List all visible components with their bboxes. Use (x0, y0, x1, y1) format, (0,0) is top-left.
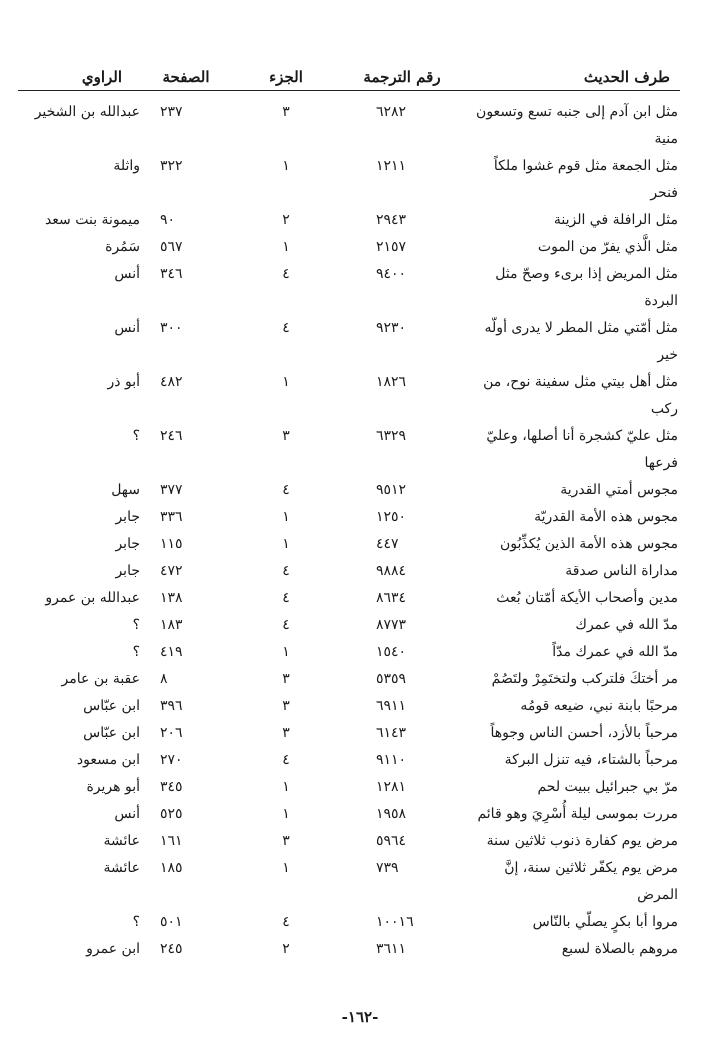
cell-hadith: مثل الرافلة في الزينة (553, 212, 678, 228)
hadith-index-table (18, 52, 680, 963)
cell-translation-number: ٩١١٠ (376, 752, 407, 768)
cell-page: ٤١٩ (160, 644, 183, 660)
table-body (18, 91, 680, 964)
table-row (18, 612, 680, 639)
cell-translation-number: ٩٢٣٠ (376, 320, 407, 336)
table-row (18, 774, 680, 801)
cell-juz: ٤ (282, 752, 290, 768)
page-number: -١٦٢- (341, 1008, 379, 1026)
cell-juz: ١ (282, 860, 290, 876)
cell-hadith: مرحباً بالشتاء، فيه تنزل البركة (504, 752, 678, 768)
cell-page: ٣٠٠ (160, 320, 183, 336)
cell-translation-number: ٥٣٥٩ (376, 671, 407, 687)
cell-translation-number: ٣٦١١ (376, 941, 407, 957)
table-row (18, 91, 680, 154)
cell-translation-number: ١٢١١ (376, 158, 407, 174)
cell-translation-number: ٦١٤٣ (376, 725, 407, 741)
cell-page: ٤٨٢ (160, 374, 183, 390)
cell-page: ١١٥ (160, 536, 183, 552)
table-row (18, 909, 680, 936)
cell-page: ١٨٣ (160, 617, 183, 633)
header-translation-number: رقم الترجمة (346, 52, 458, 91)
cell-juz: ١ (282, 779, 290, 795)
cell-juz: ١ (282, 536, 290, 552)
header-juz: الجزء (226, 52, 346, 91)
cell-juz: ١ (282, 374, 290, 390)
cell-hadith: مثل أهل بيتي مثل سفينة نوح، من ركب (483, 374, 678, 417)
table-row (18, 423, 680, 477)
cell-juz: ١ (282, 644, 290, 660)
cell-juz: ٣ (282, 104, 290, 120)
cell-narrator: عبدالله بن عمرو (45, 590, 140, 606)
cell-narrator: عقبة بن عامر (61, 671, 140, 687)
cell-page: ١٨٥ (160, 860, 183, 876)
cell-translation-number: ٥٩٦٤ (376, 833, 407, 849)
cell-page: ٨ (160, 671, 168, 687)
cell-narrator: أنس (114, 266, 140, 282)
cell-narrator: واثلة (113, 158, 140, 174)
table-row (18, 234, 680, 261)
table-row (18, 801, 680, 828)
cell-narrator: جابر (115, 536, 140, 552)
cell-narrator: ؟ (132, 617, 140, 633)
table-row (18, 693, 680, 720)
cell-hadith: مثل الجمعة مثل قوم غشوا ملكاً فنحر (493, 158, 678, 201)
cell-narrator: أبو ذر (107, 374, 140, 390)
cell-narrator: ميمونة بنت سعد (44, 212, 140, 228)
table-row (18, 747, 680, 774)
cell-juz: ١ (282, 806, 290, 822)
cell-page: ٣٩٦ (160, 698, 183, 714)
cell-translation-number: ١٨٢٦ (376, 374, 407, 390)
table-row (18, 558, 680, 585)
cell-hadith: مروا أبا بكرٍ يصلّي بالنّاس (532, 914, 678, 930)
cell-hadith: مررت بموسى ليلة أُسْرِيَ وهو قائم (477, 806, 678, 822)
cell-translation-number: ١٢٨١ (376, 779, 407, 795)
cell-juz: ٢ (282, 941, 290, 957)
cell-hadith: مثل ابن آدم إلى جنبه تسع وتسعون منية (476, 104, 678, 147)
cell-narrator: ؟ (132, 428, 140, 444)
cell-juz: ٤ (282, 482, 290, 498)
table-row (18, 504, 680, 531)
cell-page: ٢٤٥ (160, 941, 183, 957)
cell-translation-number: ٩٥١٢ (376, 482, 407, 498)
cell-narrator: عبدالله بن الشخير (34, 104, 140, 120)
cell-page: ١٦١ (160, 833, 183, 849)
cell-translation-number: ٦٢٨٢ (376, 104, 407, 120)
cell-hadith: مثل الَّذي يفرّ من الموت (537, 239, 678, 255)
cell-page: ٣٧٧ (160, 482, 183, 498)
cell-page: ٢٧٠ (160, 752, 183, 768)
table-row (18, 720, 680, 747)
cell-translation-number: ١٢٥٠ (376, 509, 407, 525)
table-row (18, 477, 680, 504)
cell-hadith: مرّ بي جبرائيل ببيت لحم (537, 779, 678, 795)
cell-hadith: مر أختكَ فلتركب ولتختَمِرْ ولتَصُمْ (491, 671, 678, 687)
cell-hadith: مدين وأصحاب الأيكة أمّتان بُعث (496, 590, 678, 606)
cell-juz: ٣ (282, 428, 290, 444)
header-row (18, 52, 680, 91)
cell-translation-number: ١٥٤٠ (376, 644, 407, 660)
cell-juz: ٤ (282, 320, 290, 336)
header-narrator: الراوي (18, 52, 146, 91)
cell-page: ٢٠٦ (160, 725, 183, 741)
cell-translation-number: ٨٧٧٣ (376, 617, 407, 633)
cell-hadith: مجوس هذه الأمة الذين يُكذِّبُون (499, 536, 678, 552)
cell-translation-number: ٤٤٧ (376, 536, 399, 552)
cell-hadith: مثل أمّتي مثل المطر لا يدرى أولّه خير (484, 320, 678, 363)
cell-page: ٢٣٧ (160, 104, 183, 120)
cell-narrator: ابن عمرو (86, 941, 140, 957)
table-row (18, 666, 680, 693)
table-row (18, 207, 680, 234)
cell-hadith: مدّ الله في عمرك مدّاً (552, 644, 678, 660)
header-hadith: طرف الحديث (458, 52, 680, 91)
cell-narrator: ؟ (132, 914, 140, 930)
cell-juz: ١ (282, 509, 290, 525)
cell-narrator: جابر (115, 563, 140, 579)
cell-juz: ٤ (282, 563, 290, 579)
cell-juz: ٤ (282, 266, 290, 282)
cell-translation-number: ٩٨٨٤ (376, 563, 407, 579)
cell-juz: ٣ (282, 698, 290, 714)
cell-juz: ٢ (282, 212, 290, 228)
cell-translation-number: ٢١٥٧ (376, 239, 407, 255)
cell-page: ٥٦٧ (160, 239, 183, 255)
cell-juz: ٣ (282, 671, 290, 687)
table-row (18, 828, 680, 855)
cell-narrator: عائشة (103, 833, 140, 849)
cell-narrator: أنس (114, 806, 140, 822)
table-row (18, 369, 680, 423)
cell-translation-number: ٢٩٤٣ (376, 212, 407, 228)
cell-page: ٢٤٦ (160, 428, 183, 444)
cell-hadith: مثل المريض إذا برىء وصحّ مثل البردة (495, 266, 678, 309)
cell-page: ٣٤٥ (160, 779, 183, 795)
cell-hadith: مجوس هذه الأمة القدريّة (534, 509, 678, 525)
cell-narrator: أنس (114, 320, 140, 336)
header-page: الصفحة (146, 52, 226, 91)
cell-page: ٥٢٥ (160, 806, 183, 822)
cell-hadith: مجوس أمتي القدرية (560, 482, 678, 498)
table-row (18, 315, 680, 369)
cell-hadith: مدّ الله في عمرك (575, 617, 678, 633)
table-row (18, 639, 680, 666)
cell-translation-number: ٦٩١١ (376, 698, 407, 714)
table-row (18, 153, 680, 207)
cell-hadith: مرض يوم كفارة ذنوب ثلاثين سنة (486, 833, 678, 849)
cell-translation-number: ١٩٥٨ (376, 806, 407, 822)
cell-juz: ٤ (282, 914, 290, 930)
cell-page: ١٣٨ (160, 590, 183, 606)
cell-narrator: ؟ (132, 644, 140, 660)
cell-hadith: مثل عليّ كشجرة أنا أصلها، وعليّ فرعها (486, 428, 678, 471)
cell-translation-number: ٩٤٠٠ (376, 266, 407, 282)
cell-juz: ٣ (282, 725, 290, 741)
cell-translation-number: ٨٦٣٤ (376, 590, 407, 606)
cell-translation-number: ٧٣٩ (376, 860, 399, 876)
cell-page: ٣٢٢ (160, 158, 183, 174)
cell-page: ٤٧٢ (160, 563, 183, 579)
cell-translation-number: ٦٣٢٩ (376, 428, 407, 444)
cell-hadith: مرحباً بالأزد، أحسن الناس وجوهاً (490, 725, 678, 741)
cell-page: ٣٤٦ (160, 266, 183, 282)
cell-narrator: ابن مسعود (76, 752, 140, 768)
cell-page: ٩٠ (160, 212, 176, 228)
cell-juz: ٤ (282, 617, 290, 633)
table-row (18, 855, 680, 909)
cell-juz: ٤ (282, 590, 290, 606)
cell-page: ٣٣٦ (160, 509, 183, 525)
table-header (18, 52, 680, 91)
cell-juz: ٣ (282, 833, 290, 849)
cell-narrator: أبو هريرة (86, 779, 140, 795)
table-row (18, 261, 680, 315)
cell-narrator: ابن عبّاس (83, 725, 140, 741)
cell-hadith: مروهم بالصلاة لسبع (561, 941, 678, 957)
cell-narrator: ابن عبّاس (83, 698, 140, 714)
cell-hadith: مداراة الناس صدقة (565, 563, 678, 579)
cell-hadith: مرحبًا بابنة نبي، ضيعه قومُه (520, 698, 678, 714)
cell-narrator: جابر (115, 509, 140, 525)
cell-juz: ١ (282, 158, 290, 174)
cell-juz: ١ (282, 239, 290, 255)
cell-narrator: سهل (111, 482, 140, 498)
cell-narrator: عائشة (103, 860, 140, 876)
table-row (18, 531, 680, 558)
cell-translation-number: ١٠٠١٦ (376, 914, 414, 930)
cell-narrator: سَمُرة (105, 239, 140, 255)
table-row (18, 585, 680, 612)
cell-page: ٥٠١ (160, 914, 183, 930)
cell-hadith: مرض يوم يكفّر ثلاثين سنة، إنَّ المرض (504, 860, 678, 903)
table-row (18, 936, 680, 963)
